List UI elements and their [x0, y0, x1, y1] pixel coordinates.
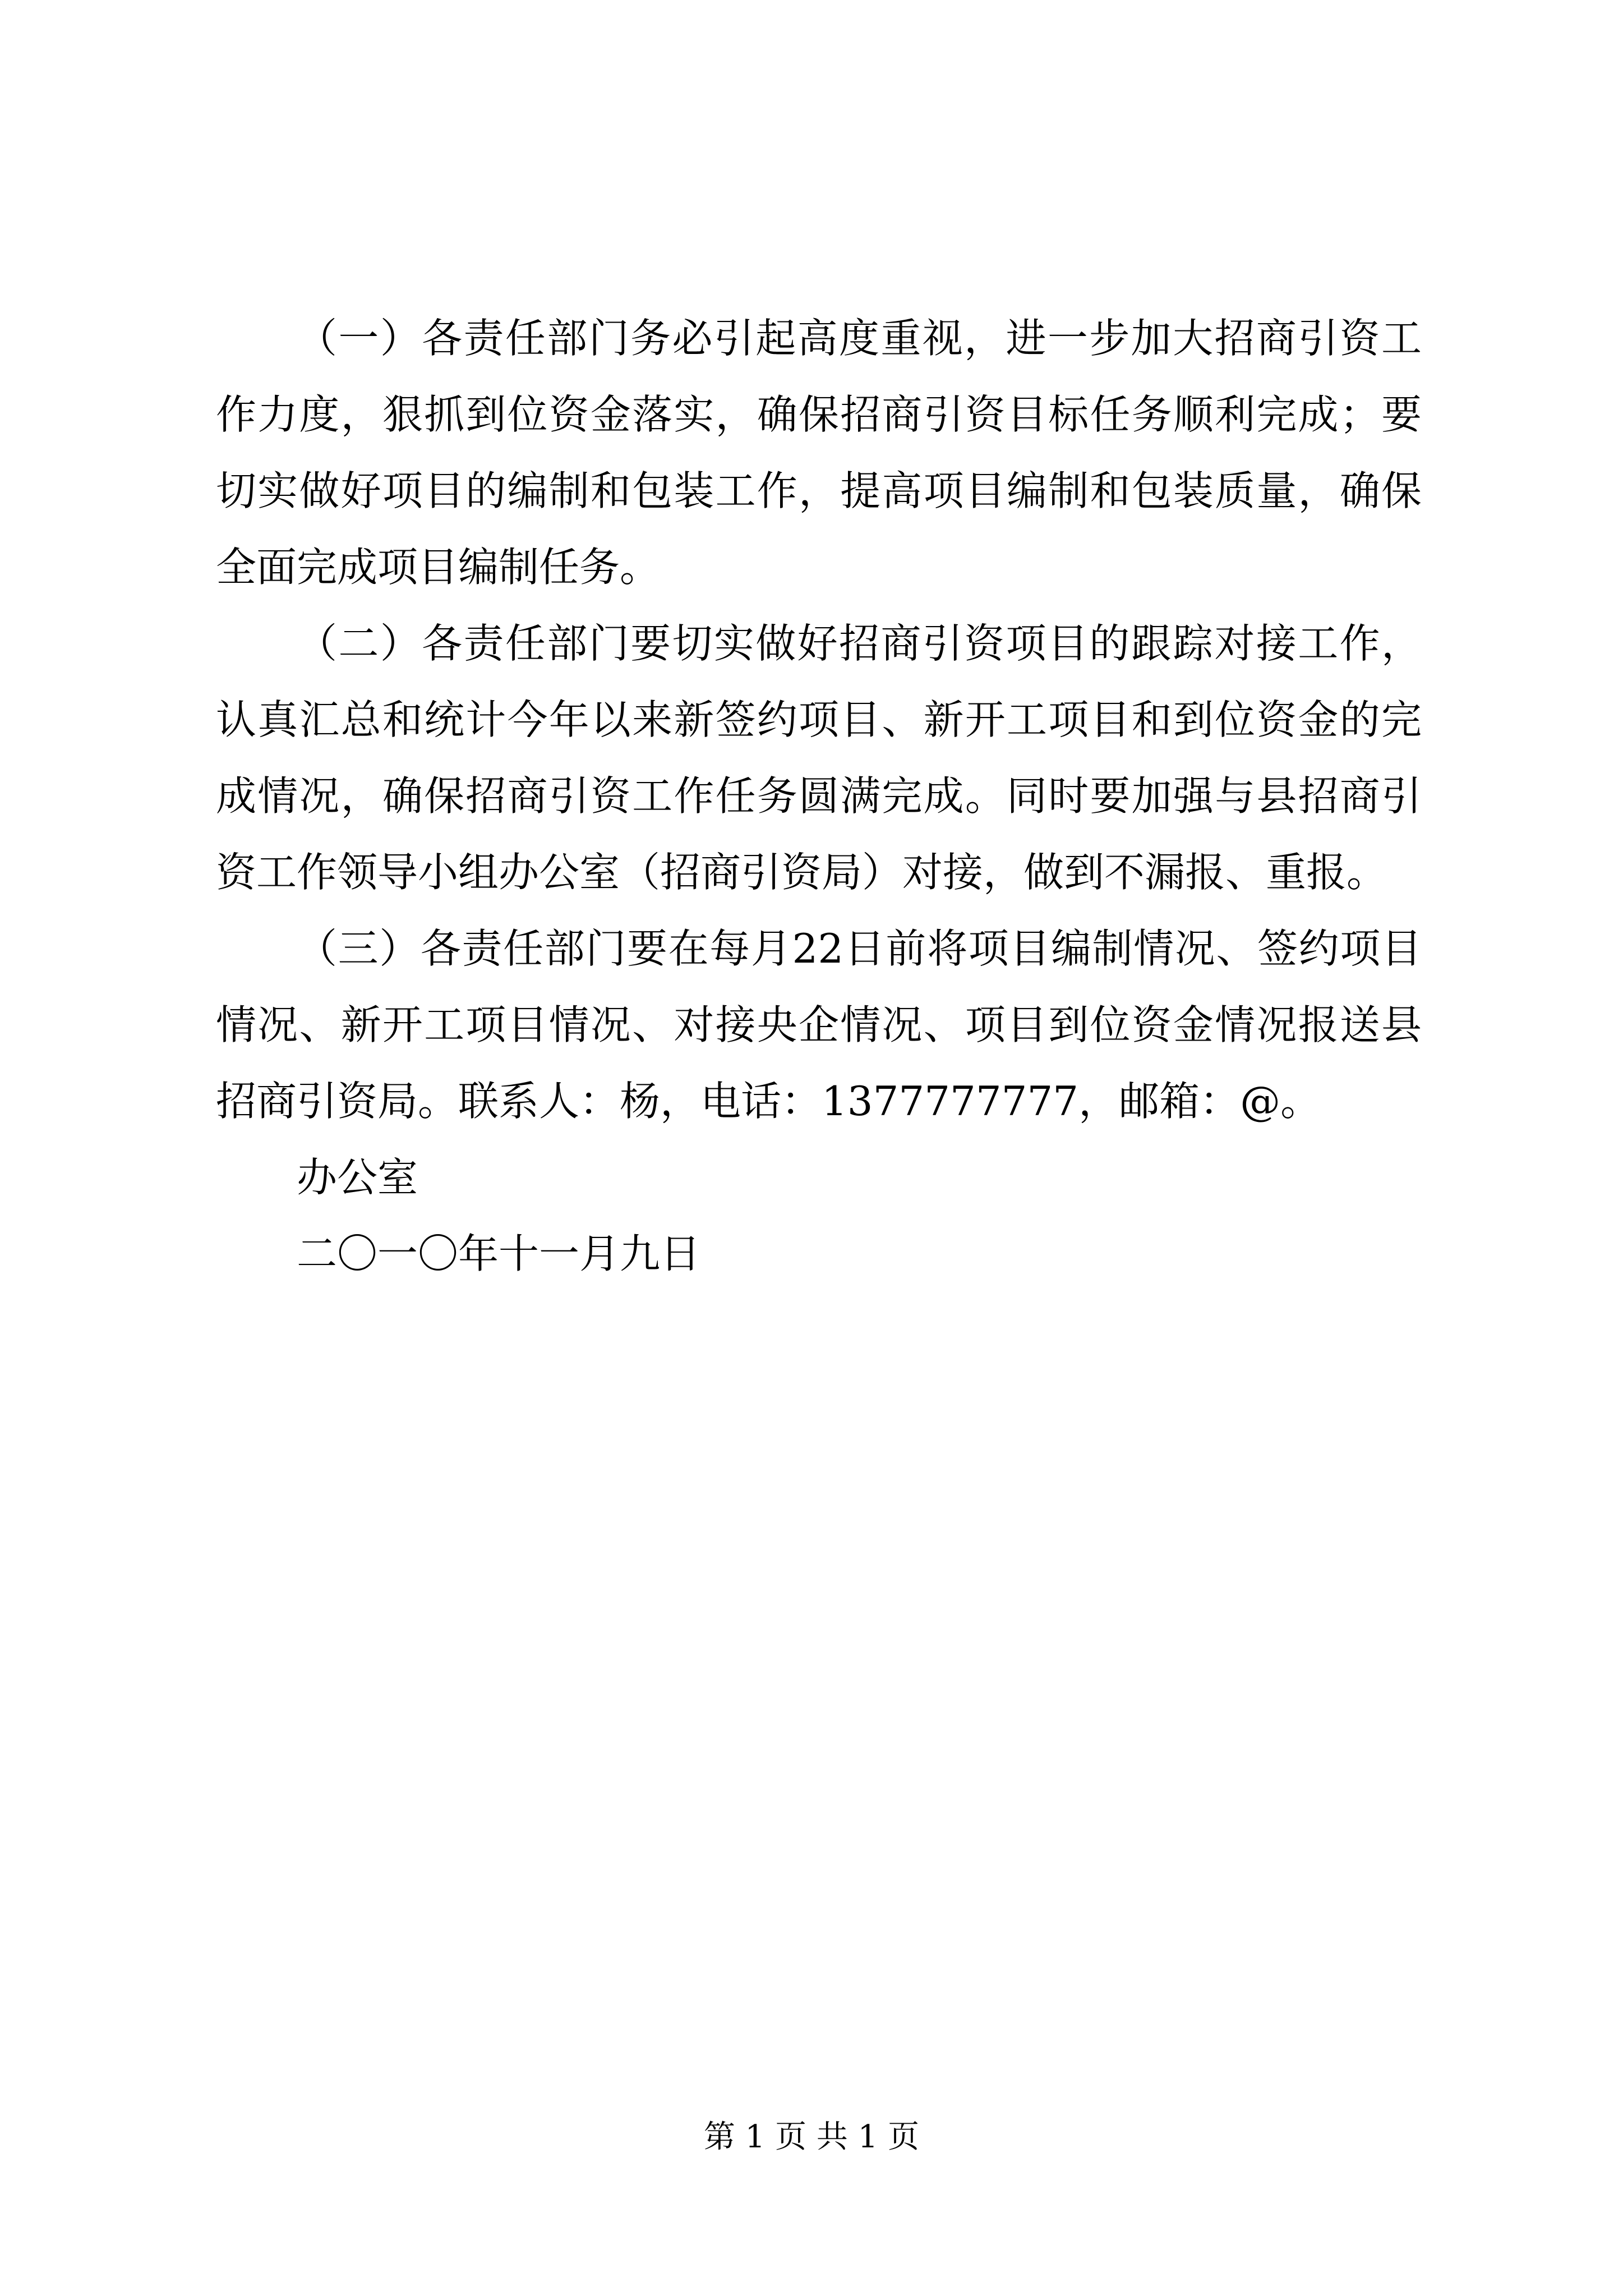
- page-footer: 第 1 页 共 1 页: [703, 2119, 920, 2155]
- signature-office: 办公室: [297, 1154, 418, 1201]
- document-date: 二〇一〇年十一月九日: [297, 1230, 701, 1277]
- paragraph-2: （二）各责任部门要切实做好招商引资项目的跟踪对接工作，认真汇总和统计今年以来新签约项目、新开工项目和到位资金的完成情况，确保招商引资工作任务圆满完成。同时要加强与县招商引资工作领导小组办公室（招商引资局）对接，做到不漏报、重报。: [216, 620, 1422, 896]
- document-body: [216, 300, 1422, 1292]
- paragraph-1: （一）各责任部门务必引起高度重视，进一步加大招商引资工作力度，狠抓到位资金落实，确保招商引资目标任务顺利完成；要切实做好项目的编制和包装工作，提高项目编制和包装质量，确保全面完成项目编制任务。: [216, 315, 1422, 591]
- paragraph-3: （三）各责任部门要在每月22日前将项目编制情况、签约项目情况、新开工项目情况、对接央企情况、项目到位资金情况报送县招商引资局。联系人：杨，电话：1377777777，邮箱：@。: [216, 925, 1422, 1125]
